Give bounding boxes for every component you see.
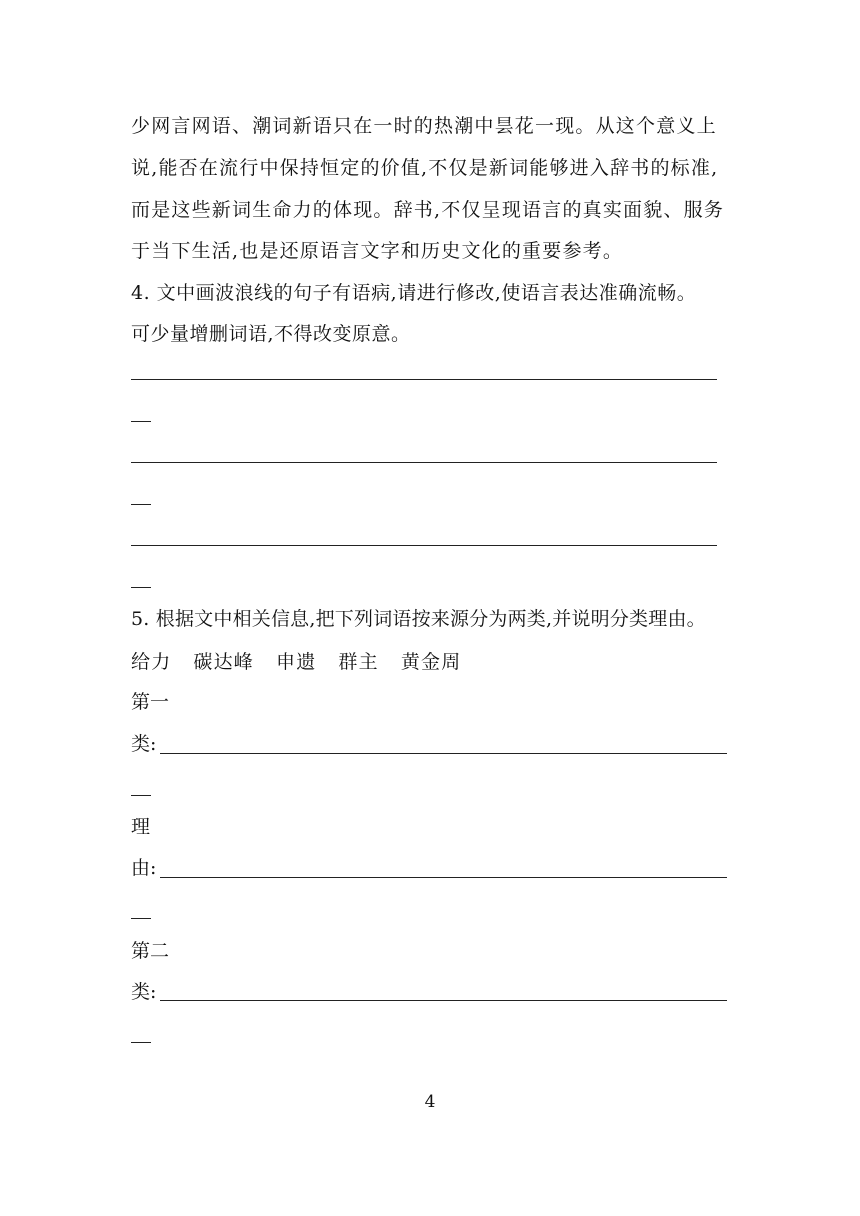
question-4-prompt: 4. 文中画波浪线的句子有语病,请进行修改,使语言表达准确流畅。	[131, 282, 697, 304]
word-item: 群主	[338, 651, 379, 673]
question-4-instruction: 可少量增删词语,不得改变原意。	[131, 323, 411, 345]
passage-line-1: 少网言网语、潮词新语只在一时的热潮中昙花一现。从这个意义上	[131, 115, 717, 137]
first-category-answer-tail	[131, 795, 151, 796]
word-list	[131, 650, 483, 674]
second-category-answer-line[interactable]	[160, 1000, 727, 1001]
word-item: 申遗	[276, 651, 317, 673]
answer-line-4-1[interactable]	[131, 379, 717, 380]
reason-answer-tail	[131, 918, 151, 919]
second-category-label-part1: 第二	[131, 940, 170, 962]
page-number: 4	[424, 1092, 436, 1112]
passage-line-2: 说,能否在流行中保持恒定的价值,不仅是新词能够进入辞书的标准,	[131, 157, 719, 179]
answer-line-4-3[interactable]	[131, 545, 717, 546]
first-category-label-part1: 第一	[131, 691, 170, 713]
reason-answer-line[interactable]	[160, 877, 727, 878]
passage-line-3: 而是这些新词生命力的体现。辞书,不仅呈现语言的真实面貌、服务	[131, 199, 725, 221]
second-category-label-part2: 类:	[131, 981, 157, 1003]
word-item: 给力	[131, 651, 172, 673]
answer-line-4-3-tail	[131, 587, 151, 588]
answer-line-4-2[interactable]	[131, 462, 717, 463]
first-category-label-part2: 类:	[131, 733, 157, 755]
reason-label-part1: 理	[131, 816, 151, 838]
answer-line-4-2-tail	[131, 504, 151, 505]
word-item: 碳达峰	[193, 651, 255, 673]
question-5-prompt: 5. 根据文中相关信息,把下列词语按来源分为两类,并说明分类理由。	[131, 608, 706, 630]
passage-line-4: 于当下生活,也是还原语言文字和历史文化的重要参考。	[131, 240, 624, 262]
reason-label-part2: 由:	[131, 857, 157, 879]
second-category-answer-tail	[131, 1042, 151, 1043]
answer-line-4-1-tail	[131, 421, 151, 422]
first-category-answer-line[interactable]	[160, 753, 727, 754]
word-item: 黄金周	[400, 651, 462, 673]
